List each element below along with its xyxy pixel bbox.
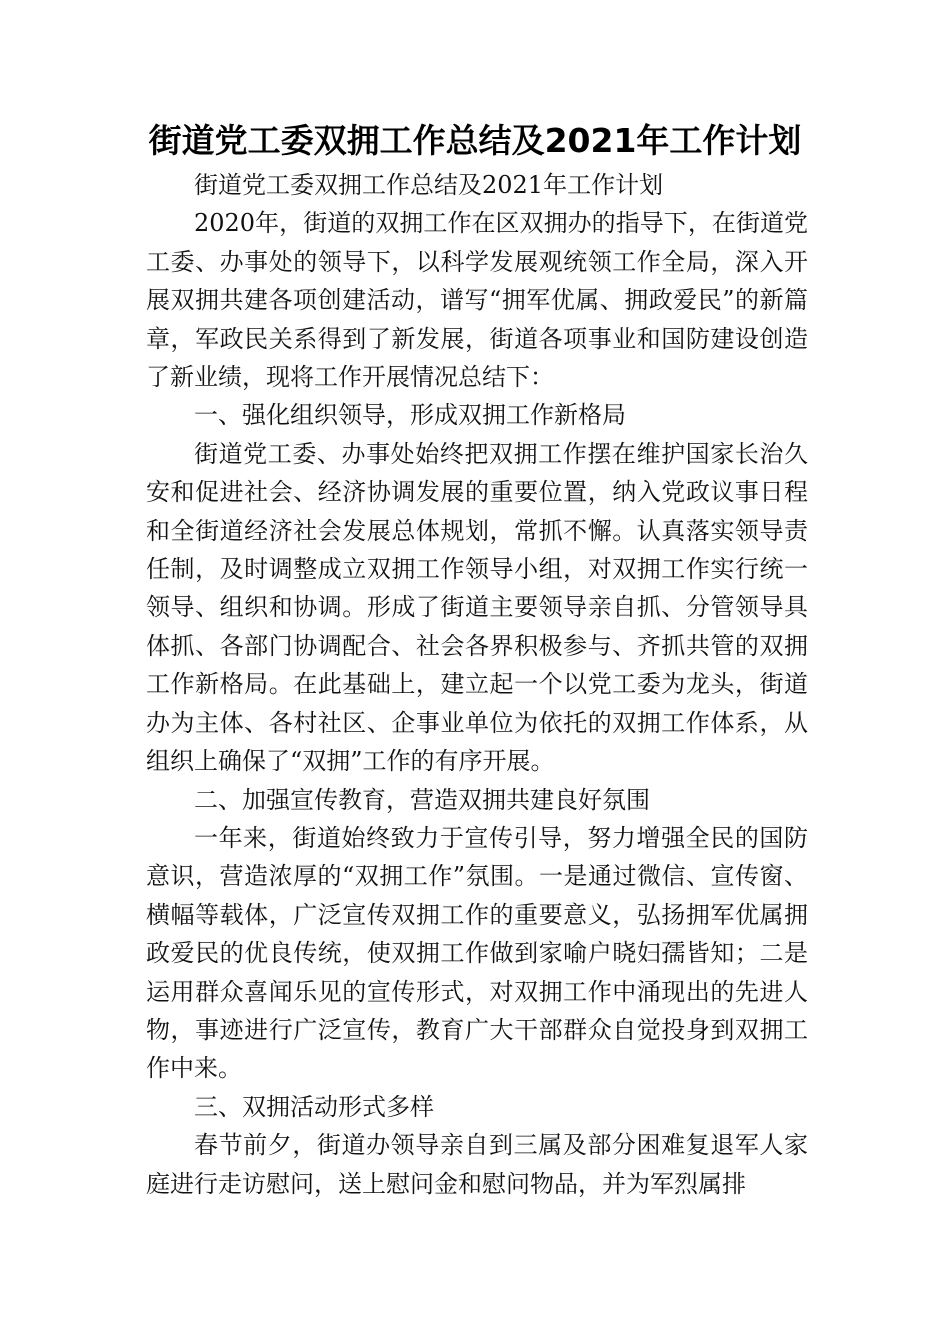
document-title: 街道党工委双拥工作总结及2021年工作计划 (148, 121, 802, 160)
section-heading-2: 二、加强宣传教育，营造双拥共建良好氛围 (194, 785, 650, 814)
section-paragraph-1: 街道党工委、办事处始终把双拥工作摆在维护国家长治久安和促进社会、经济协调发展的重要位置，纳入党政议事日程和全街道经济社会发展总体规划，常抓不懈。认真落实领导责任制，及时调整成立双拥工作领导小组，对双拥工作实行统一领导、组织和协调。形成了街道主要领导亲自抓、分管领导具体抓、各部门协调配合、社会各界积极参与、齐抓共管的双拥工作新格局。在此基础上，建立起一个以党工委为龙头，街道办为主体、各村社区、企事业单位为依托的双拥工作体系，从组织上确保了“双拥”工作的有序开展。 (146, 439, 808, 776)
subtitle-paragraph: 街道党工委双拥工作总结及2021年工作计划 (194, 171, 664, 199)
section-heading-3: 三、双拥活动形式多样 (194, 1092, 434, 1121)
intro-paragraph: 2020年，街道的双拥工作在区双拥办的指导下，在街道党工委、办事处的领导下，以科学发展观统领工作全局，深入开展双拥共建各项创建活动，谱写“拥军优属、拥政爱民”的新篇章，军政民关系得到了新发展，街道各项事业和国防建设创造了新业绩，现将工作开展情况总结下： (146, 209, 808, 392)
section-paragraph-2: 一年来，街道始终致力于宣传引导，努力增强全民的国防意识，营造浓厚的“双拥工作”氛围。一是通过微信、宣传窗、横幅等载体，广泛宣传双拥工作的重要意义，弘扬拥军优属拥政爱民的优良传统，使双拥工作做到家喻户晓妇孺皆知；二是运用群众喜闻乐见的宣传形式，对双拥工作中涌现出的先进人物，事迹进行广泛宣传，教育广大干部群众自觉投身到双拥工作中来。 (146, 823, 808, 1083)
section-heading-1: 一、强化组织领导，形成双拥工作新格局 (194, 401, 626, 430)
document-body (146, 166, 808, 1203)
section-paragraph-3: 春节前夕，街道办领导亲自到三属及部分困难复退军人家庭进行走访慰问，送上慰问金和慰问物品，并为军烈属排 (146, 1131, 808, 1198)
